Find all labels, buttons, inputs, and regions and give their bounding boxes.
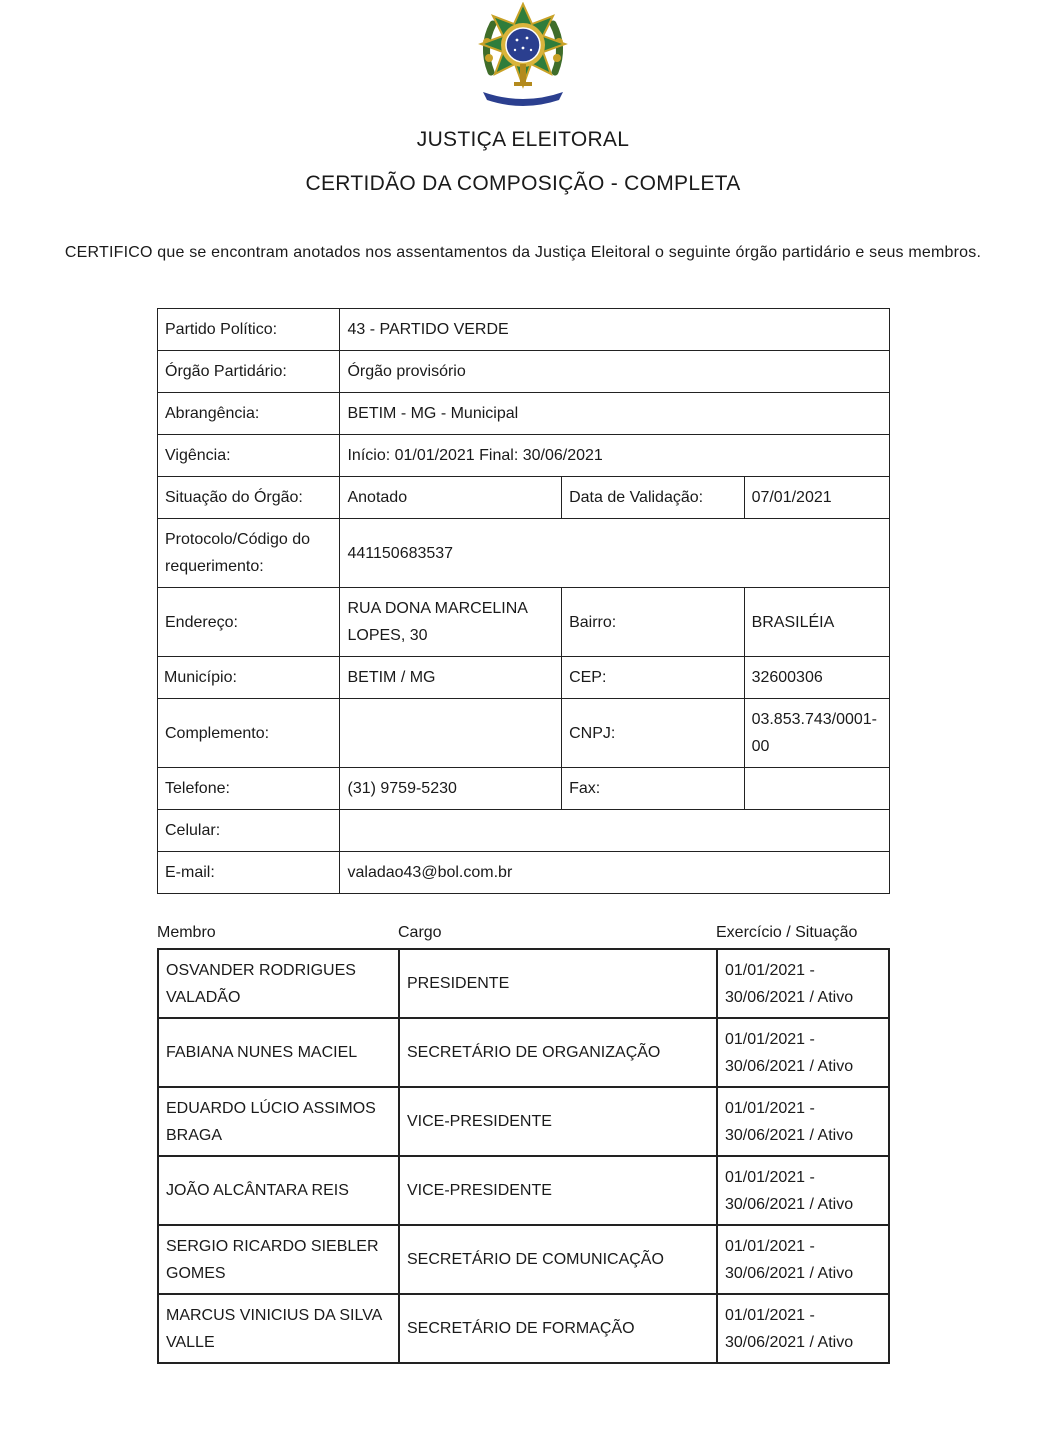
protocolo-label (158, 519, 340, 588)
member-row (158, 1294, 889, 1363)
member-periodo-line2: 30/06/2021 / Ativo (725, 1264, 854, 1282)
partido-label: Partido Político: (158, 309, 340, 351)
col-exercicio-header: Exercício / Situação (716, 924, 858, 941)
member-name (158, 1087, 399, 1156)
member-cargo: VICE-PRESIDENTE (399, 1087, 717, 1156)
member-periodo-line1: 01/01/2021 - (725, 961, 815, 979)
bairro-label: Bairro: (562, 588, 744, 657)
member-cargo: SECRETÁRIO DE FORMAÇÃO (399, 1294, 717, 1363)
row-telefone (158, 768, 890, 810)
member-name-line2: VALADÃO (166, 988, 241, 1006)
email-value: valadao43@bol.com.br (340, 852, 890, 894)
member-name-line1: OSVANDER RODRIGUES (166, 961, 356, 979)
abrangencia-label: Abrangência: (158, 393, 340, 435)
member-name-line2: BRAGA (166, 1126, 223, 1144)
municipio-label: Município: (158, 657, 340, 699)
member-row (158, 1087, 889, 1156)
member-periodo (717, 1225, 889, 1294)
cep-label: CEP: (562, 657, 744, 699)
member-name-line2: VALLE (166, 1333, 215, 1351)
cnpj-label: CNPJ: (562, 699, 744, 768)
bairro-value: BRASILÉIA (744, 588, 889, 657)
row-email (158, 852, 890, 894)
row-vigencia (158, 435, 890, 477)
member-row (158, 949, 889, 1018)
endereco-value (340, 588, 562, 657)
member-periodo (717, 1156, 889, 1225)
row-protocolo (158, 519, 890, 588)
member-name (158, 1294, 399, 1363)
protocolo-label-line1: Protocolo/Código do (165, 531, 310, 548)
row-orgao (158, 351, 890, 393)
validacao-value: 07/01/2021 (744, 477, 889, 519)
celular-value (340, 810, 890, 852)
institution-title: JUSTIÇA ELEITORAL (416, 128, 630, 151)
col-membro-header: Membro (157, 924, 216, 941)
complemento-label: Complemento: (158, 699, 340, 768)
cep-value: 32600306 (744, 657, 889, 699)
situacao-label: Situação do Órgão: (158, 477, 340, 519)
orgao-value: Órgão provisório (340, 351, 890, 393)
vigencia-label: Vigência: (158, 435, 340, 477)
member-row (158, 1156, 889, 1225)
complemento-value (340, 699, 562, 768)
member-name-line1: FABIANA NUNES MACIEL (166, 1044, 358, 1061)
cnpj-value (744, 699, 889, 768)
telefone-value: (31) 9759-5230 (340, 768, 562, 810)
orgao-label: Órgão Partidário: (158, 351, 340, 393)
member-name-line1: MARCUS VINICIUS DA SILVA (166, 1306, 383, 1324)
member-periodo-line2: 30/06/2021 / Ativo (725, 1126, 854, 1144)
party-info-table (157, 308, 890, 894)
member-row (158, 1018, 889, 1087)
member-name (158, 949, 399, 1018)
endereco-value-line1: RUA DONA MARCELINA (347, 600, 528, 617)
fax-value (744, 768, 889, 810)
member-periodo-line1: 01/01/2021 - (725, 1099, 815, 1117)
protocolo-value: 441150683537 (340, 519, 890, 588)
member-periodo (717, 949, 889, 1018)
col-cargo-header: Cargo (398, 924, 442, 941)
row-celular (158, 810, 890, 852)
cnpj-value-line2: 00 (751, 738, 770, 755)
member-name-line1: SERGIO RICARDO SIEBLER (166, 1237, 379, 1255)
coat-of-arms-seal (471, 2, 575, 110)
telefone-label: Telefone: (158, 768, 340, 810)
row-municipio (158, 657, 890, 699)
cnpj-value-line1: 03.853.743/0001- (751, 711, 878, 728)
abrangencia-value: BETIM - MG - Municipal (340, 393, 890, 435)
municipio-value: BETIM / MG (340, 657, 562, 699)
certify-statement: CERTIFICO que se encontram anotados nos assentamentos da Justiça Eleitoral o seguinte órgão partidário e seus membros. (64, 244, 982, 261)
endereco-label: Endereço: (158, 588, 340, 657)
row-situacao (158, 477, 890, 519)
member-name-line1: JOÃO ALCÂNTARA REIS (166, 1182, 349, 1199)
partido-value: 43 - PARTIDO VERDE (340, 309, 890, 351)
member-periodo-line1: 01/01/2021 - (725, 1168, 815, 1186)
member-periodo-line1: 01/01/2021 - (725, 1030, 815, 1048)
member-name (158, 1018, 399, 1087)
member-periodo-line2: 30/06/2021 / Ativo (725, 1057, 854, 1075)
member-periodo-line1: 01/01/2021 - (725, 1237, 815, 1255)
member-cargo: SECRETÁRIO DE COMUNICAÇÃO (399, 1225, 717, 1294)
member-periodo (717, 1018, 889, 1087)
row-abrangencia (158, 393, 890, 435)
member-cargo: SECRETÁRIO DE ORGANIZAÇÃO (399, 1018, 717, 1087)
member-periodo-line1: 01/01/2021 - (725, 1306, 815, 1324)
situacao-value: Anotado (340, 477, 562, 519)
protocolo-label-line2: requerimento: (165, 558, 264, 575)
email-label: E-mail: (158, 852, 340, 894)
member-name (158, 1225, 399, 1294)
member-name-line2: GOMES (166, 1264, 226, 1282)
member-periodo (717, 1294, 889, 1363)
member-periodo-line2: 30/06/2021 / Ativo (725, 1333, 854, 1351)
row-complemento (158, 699, 890, 768)
endereco-value-line2: LOPES, 30 (347, 627, 428, 644)
validacao-label: Data de Validação: (562, 477, 744, 519)
row-partido (158, 309, 890, 351)
celular-label: Celular: (158, 810, 340, 852)
member-cargo: VICE-PRESIDENTE (399, 1156, 717, 1225)
members-header (157, 924, 890, 946)
member-periodo (717, 1087, 889, 1156)
members-table (157, 948, 890, 1364)
member-cargo: PRESIDENTE (399, 949, 717, 1018)
member-name (158, 1156, 399, 1225)
row-endereco (158, 588, 890, 657)
member-periodo-line2: 30/06/2021 / Ativo (725, 988, 854, 1006)
member-row (158, 1225, 889, 1294)
member-name-line1: EDUARDO LÚCIO ASSIMOS (166, 1099, 376, 1117)
vigencia-value: Início: 01/01/2021 Final: 30/06/2021 (340, 435, 890, 477)
fax-label: Fax: (562, 768, 744, 810)
member-periodo-line2: 30/06/2021 / Ativo (725, 1195, 854, 1213)
document-title: CERTIDÃO DA COMPOSIÇÃO - COMPLETA (305, 172, 741, 195)
